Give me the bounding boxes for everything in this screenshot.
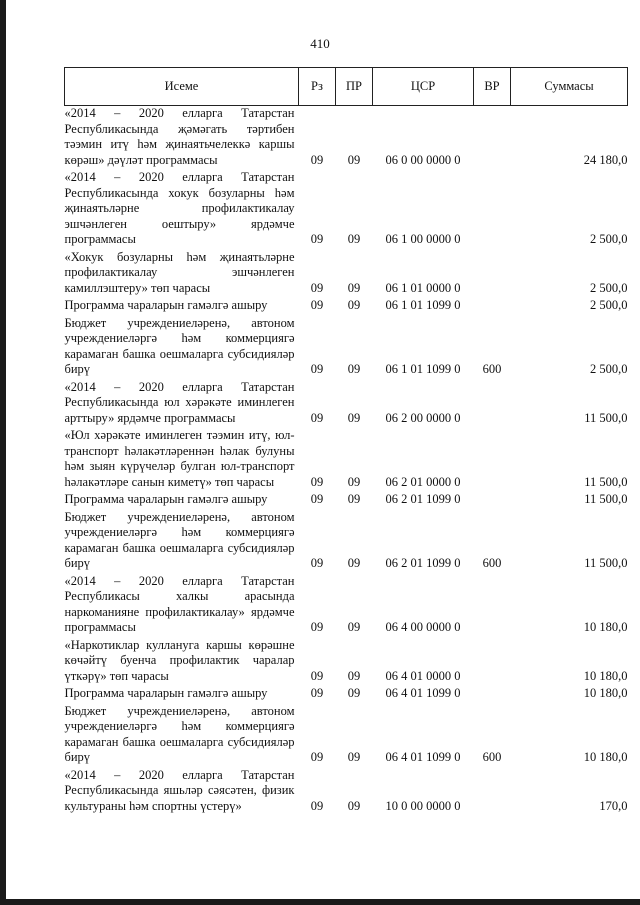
row-rz: 09 [310,410,324,425]
row-vr [474,298,511,316]
table-row [65,686,628,704]
row-rz: 09 [310,280,324,295]
row-pr: 09 [347,620,361,634]
row-sum: 10 180,0 [583,668,628,683]
table-row [65,428,628,492]
row-sum: 11 500,0 [584,474,628,489]
row-sum: 11 500,0 [584,492,628,506]
table-row [65,768,628,817]
row-vr: 600 [482,750,502,764]
header-pr: ПР [336,68,373,106]
row-pr: 09 [347,556,361,570]
row-csr: 06 0 00 0000 0 [385,152,461,167]
header-csr: ЦСР [373,68,474,106]
row-vr: 600 [482,556,502,570]
row-name: «2014 – 2020 елларга Татарстан Республикасында юл хәрәкәте иминлеген арттыру» ярдәмче программасы [64,379,295,425]
row-name: Программа чараларын гамәлгә ашыру [64,686,268,700]
row-name: «Наркотиклар куллануга каршы көрәшне көчәйтү буенча профилактик чаралар үткәрү» төп чарасы [64,637,295,683]
table-row [65,492,628,510]
table-row [65,574,628,638]
scan-bottom-edge [0,899,640,905]
row-rz: 09 [310,362,324,376]
row-sum: 24 180,0 [583,152,628,167]
row-name: «2014 – 2020 елларга Татарстан Республикасы халкы арасында наркоманияне профилактикалау» ярдәмче программасы [64,573,295,634]
row-name: Программа чараларын гамәлгә ашыру [64,492,268,506]
row-pr: 09 [347,686,361,700]
row-vr [474,768,511,817]
row-csr: 06 4 00 0000 0 [385,620,461,634]
row-rz: 09 [310,750,324,764]
row-name: Программа чараларын гамәлгә ашыру [64,298,268,312]
header-vr: ВР [474,68,511,106]
row-csr: 06 4 01 1099 0 [385,686,461,700]
header-rz: Рз [299,68,336,106]
row-vr [474,170,511,250]
table-row [65,170,628,250]
row-vr [474,106,511,171]
row-rz: 09 [310,686,324,700]
row-csr: 06 4 01 1099 0 [385,750,461,764]
header-name: Исеме [65,68,299,106]
row-rz: 09 [310,492,324,506]
row-pr: 09 [347,232,361,246]
row-csr: 06 1 01 1099 0 [385,362,461,376]
row-pr: 09 [347,298,361,312]
row-sum: 11 500,0 [584,410,628,425]
row-name: «2014 – 2020 елларга Татарстан Республикасында яшьләр сәясәтен, физик культураны һәм спортны үстерү» [64,767,295,813]
row-csr: 10 0 00 0000 0 [385,798,461,813]
row-vr [474,638,511,687]
row-csr: 06 1 01 1099 0 [385,298,461,312]
row-sum: 170,0 [599,798,628,813]
row-name: «Хокук бозуларны һәм җинаятьләрне профилактикалау эшчәнлеген камиллэштеру» төп чарасы [64,249,295,295]
row-sum: 11 500,0 [584,556,628,570]
row-rz: 09 [310,232,324,246]
row-vr [474,250,511,299]
row-pr: 09 [347,152,361,167]
row-sum: 10 180,0 [583,620,628,634]
row-rz: 09 [310,298,324,312]
header-sum: Суммасы [511,68,628,106]
row-pr: 09 [347,410,361,425]
row-csr: 06 2 01 1099 0 [385,492,461,506]
table-header [65,68,628,106]
row-csr: 06 1 00 0000 0 [385,232,461,246]
row-vr [474,428,511,492]
row-csr: 06 2 01 0000 0 [385,474,461,489]
row-name: Бюджет учреждениеләренә, автоном учреждениеләргә һәм коммерциягә карамаган башка оешмаларга субсидияләр бирү [64,703,295,764]
row-sum: 2 500,0 [590,362,628,376]
row-rz: 09 [310,798,324,813]
table-row [65,380,628,429]
row-csr: 06 2 01 1099 0 [385,556,461,570]
row-csr: 06 4 01 0000 0 [385,668,461,683]
row-vr: 600 [482,362,502,376]
scan-left-edge [0,0,6,905]
row-sum: 2 500,0 [590,298,628,312]
table-row [65,316,628,380]
table-row [65,106,628,171]
row-sum: 10 180,0 [583,750,628,764]
row-vr [474,492,511,510]
budget-table [64,67,628,816]
row-pr: 09 [347,798,361,813]
row-sum: 2 500,0 [590,280,628,295]
table-row [65,250,628,299]
row-pr: 09 [347,492,361,506]
row-pr: 09 [347,668,361,683]
row-rz: 09 [310,620,324,634]
table-body [65,106,628,817]
table-row [65,638,628,687]
row-name: Бюджет учреждениеләренә, автоном учреждениеләргә һәм коммерциягә карамаган башка оешмаларга субсидияләр бирү [64,509,295,570]
row-rz: 09 [310,474,324,489]
row-csr: 06 2 00 0000 0 [385,410,461,425]
row-name: «2014 – 2020 елларга Татарстан Республикасында җәмәгать тәртибен тәэмин итү һәм җинаятьчелеккә каршы көрәш» дәүләт программасы [64,106,295,167]
page-number: 410 [310,36,330,51]
row-sum: 2 500,0 [590,232,628,246]
row-csr: 06 1 01 0000 0 [385,280,461,295]
row-pr: 09 [347,362,361,376]
table-row [65,510,628,574]
row-pr: 09 [347,280,361,295]
table-row [65,704,628,768]
row-name: «Юл хәрәкәте иминлеген тәэмин итү, юл-транспорт һәлакәтләреннән һәлак булуны һәм зыян күрүчеләр булган юл-транспорт һәлакәтләре санын киметү» төп чарасы [64,428,295,489]
row-pr: 09 [347,750,361,764]
row-pr: 09 [347,474,361,489]
row-rz: 09 [310,152,324,167]
row-vr [474,574,511,638]
row-name: Бюджет учреждениеләренә, автоном учреждениеләргә һәм коммерциягә карамаган башка оешмаларга субсидияләр бирү [64,315,295,376]
row-rz: 09 [310,556,324,570]
row-vr [474,686,511,704]
row-name: «2014 – 2020 елларга Татарстан Республикасында хокук бозуларны һәм җинаятьләрне профилактикалау эшчәнлеген оештыру» ярдәмче программасы [64,170,295,246]
row-rz: 09 [310,668,324,683]
row-vr [474,380,511,429]
table-row [65,298,628,316]
row-sum: 10 180,0 [583,686,628,700]
